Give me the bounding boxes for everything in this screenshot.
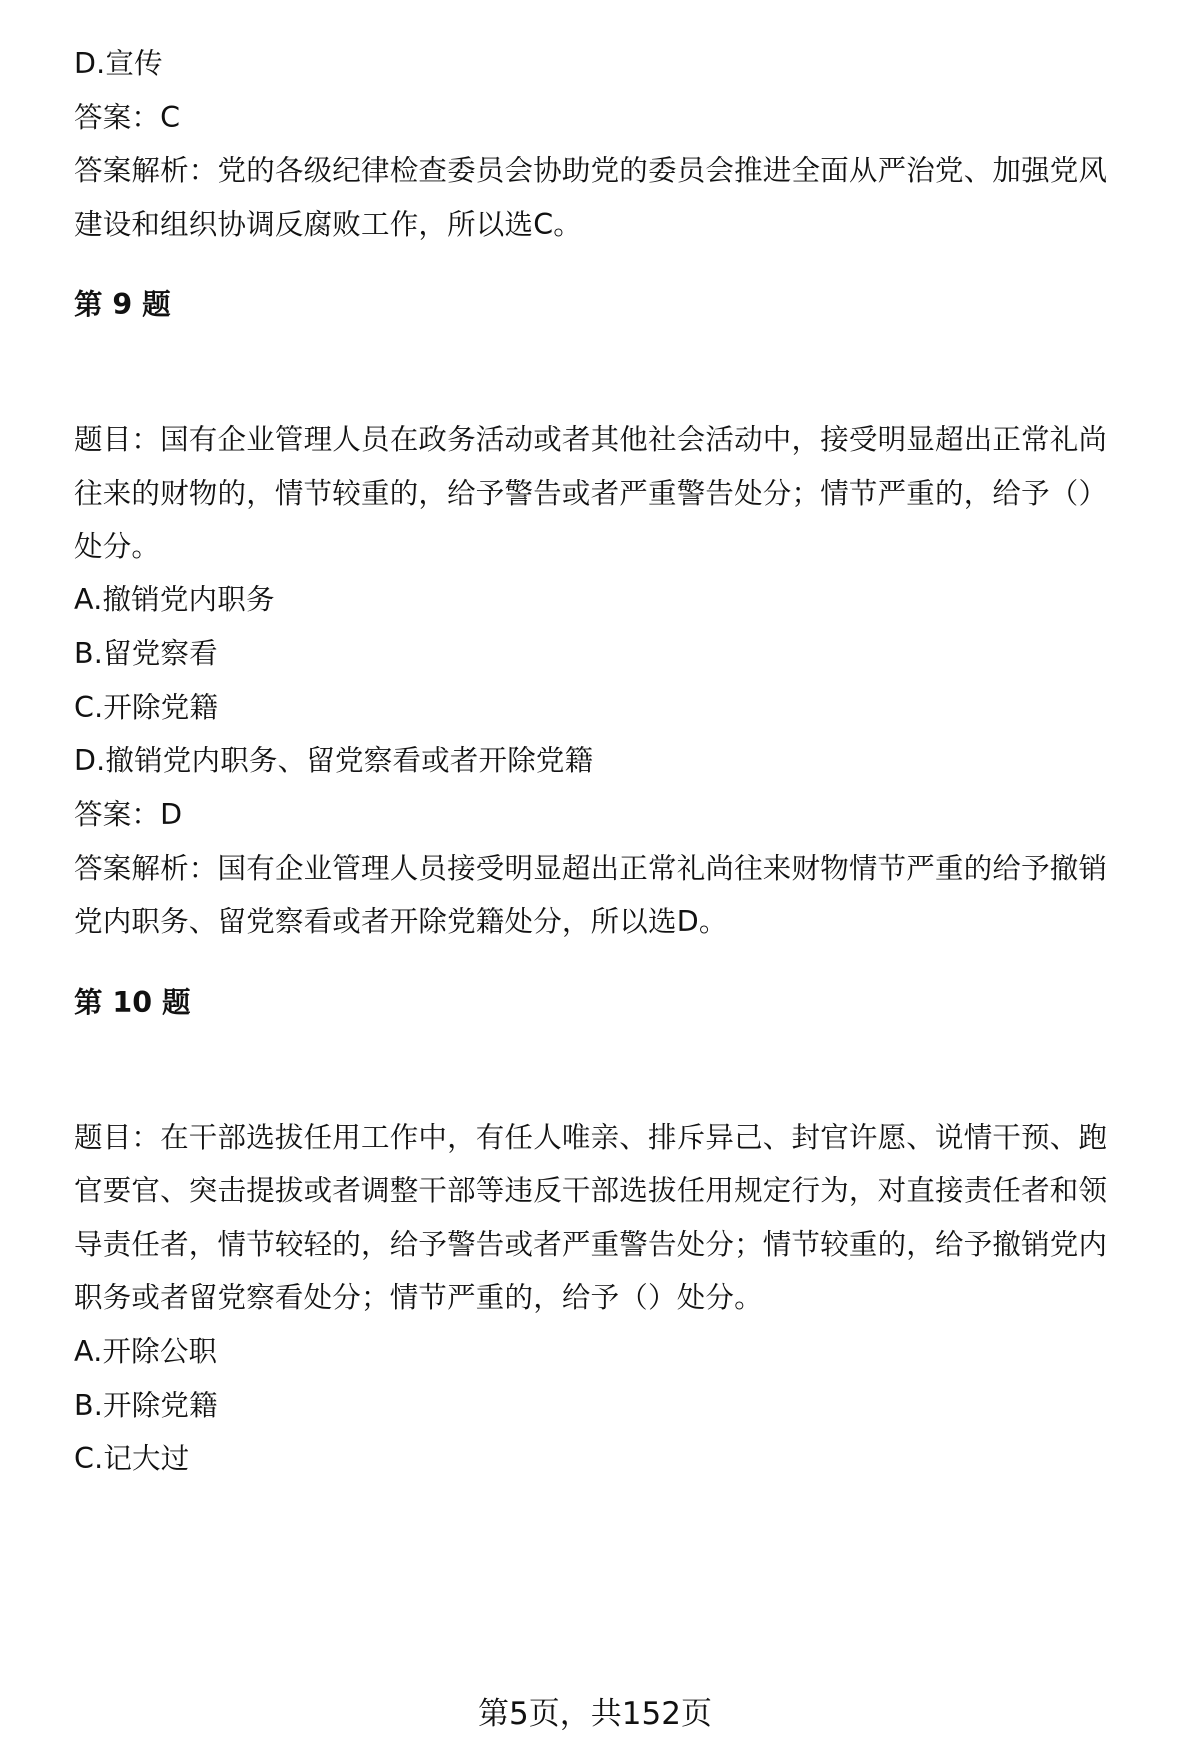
q10-question-line1: 题目：在干部选拔任用工作中，有任人唯亲、排斥异己、封官许愿、说情干预、跑	[74, 1121, 1108, 1154]
q8-explanation-line2: 建设和组织协调反腐败工作，所以选C。	[74, 208, 583, 241]
q10-option-b: B.开除党籍	[74, 1389, 218, 1422]
q9-explanation-line2: 党内职务、留党察看或者开除党籍处分，所以选D。	[74, 905, 728, 938]
q9-answer: 答案：D	[74, 798, 183, 831]
q10-option-c: C.记大过	[74, 1442, 190, 1475]
q8-answer: 答案：C	[74, 101, 181, 134]
q10-question-line3: 导责任者，情节较轻的，给予警告或者严重警告处分；情节较重的，给予撤销党内	[74, 1228, 1108, 1261]
q10-question-line2: 官要官、突击提拔或者调整干部等违反干部选拔任用规定行为，对直接责任者和领	[74, 1174, 1108, 1207]
q9-question-line3: 处分。	[74, 530, 161, 563]
q8-option-d: D.宣传	[74, 47, 163, 80]
q9-option-b: B.留党察看	[74, 637, 218, 670]
q9-option-a: A.撤销党内职务	[74, 583, 275, 616]
q10-question-line4: 职务或者留党察看处分；情节严重的，给予（）处分。	[74, 1281, 763, 1314]
q9-option-d: D.撤销党内职务、留党察看或者开除党籍	[74, 744, 594, 777]
q10-heading: 第 10 题	[74, 986, 191, 1019]
q9-question-line1: 题目：国有企业管理人员在政务活动或者其他社会活动中，接受明显超出正常礼尚	[74, 423, 1108, 456]
q8-explanation-line1: 答案解析：党的各级纪律检查委员会协助党的委员会推进全面从严治党、加强党风	[74, 154, 1108, 187]
q9-option-c: C.开除党籍	[74, 691, 219, 724]
q9-explanation-line1: 答案解析：国有企业管理人员接受明显超出正常礼尚往来财物情节严重的给予撤销	[74, 852, 1108, 885]
q9-question-line2: 往来的财物的，情节较重的，给予警告或者严重警告处分；情节严重的，给予（）	[74, 477, 1108, 510]
q9-heading: 第 9 题	[74, 288, 171, 321]
q10-option-a: A.开除公职	[74, 1335, 218, 1368]
page-indicator: 第5页，共152页	[478, 1696, 712, 1732]
